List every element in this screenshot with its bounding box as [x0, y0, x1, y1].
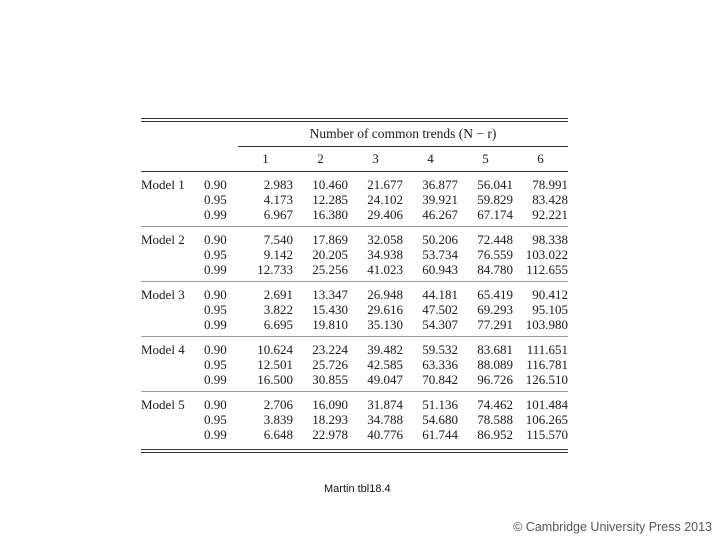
- quantile-label: 0.95: [204, 192, 227, 207]
- table-cell: 16.500: [238, 372, 293, 392]
- table-cell: 26.948: [367, 287, 403, 302]
- model-label: Model 1: [141, 177, 185, 192]
- column-header: 5: [458, 147, 513, 172]
- table-cell: 39.921: [422, 192, 458, 207]
- quantile-label: 0.90: [204, 177, 227, 192]
- table-row: [141, 317, 568, 337]
- quantile-label: 0.90: [204, 287, 227, 302]
- table-cell: 61.744: [422, 427, 458, 442]
- table-row: [141, 227, 568, 248]
- table-cell: 25.726: [312, 357, 348, 372]
- critical-values-table-container: [141, 118, 568, 453]
- table-row: [141, 392, 568, 413]
- table-caption: Martin tbl18.4: [324, 483, 391, 495]
- spanner-blank: [141, 122, 238, 147]
- table-cell: 6.695: [238, 317, 293, 337]
- table-cell: 2.983: [263, 177, 293, 192]
- table-cell: 10.624: [257, 342, 293, 357]
- quantile-label: 0.99: [204, 207, 238, 227]
- table-cell: 50.206: [422, 232, 458, 247]
- table-cell: 46.267: [403, 207, 458, 227]
- table-cell: 115.570: [526, 427, 568, 442]
- header-blank-model: [141, 147, 204, 172]
- table-cell: 106.265: [525, 412, 568, 427]
- table-cell: 17.869: [312, 232, 348, 247]
- table-cell: 10.460: [312, 177, 348, 192]
- model-label: Model 3: [141, 287, 185, 302]
- column-header-row: [141, 147, 568, 172]
- table-cell: 21.677: [367, 177, 403, 192]
- table-cell: 51.136: [422, 397, 458, 412]
- column-header: 3: [348, 147, 403, 172]
- table-cell: 6.648: [263, 427, 293, 442]
- table-cell: 12.501: [257, 357, 293, 372]
- table-cell: 98.338: [532, 232, 568, 247]
- table-cell: 24.102: [367, 192, 403, 207]
- table-row: [141, 357, 568, 372]
- quantile-label: 0.99: [204, 262, 238, 282]
- table-body: [141, 172, 568, 447]
- table-cell: 77.291: [458, 317, 513, 337]
- quantile-label: 0.99: [204, 317, 238, 337]
- table-cell: 54.680: [422, 412, 458, 427]
- table-cell: 126.510: [513, 372, 568, 392]
- table-cell: 95.105: [532, 302, 568, 317]
- table-cell: 9.142: [263, 247, 293, 262]
- quantile-label: 0.95: [204, 357, 227, 372]
- table-cell: 56.041: [477, 177, 513, 192]
- table-cell: 41.023: [348, 262, 403, 282]
- table-row: [141, 372, 568, 392]
- table-cell: 54.307: [403, 317, 458, 337]
- table-cell: 2.691: [263, 287, 293, 302]
- table-cell: 2.706: [263, 397, 293, 412]
- table-cell: 47.502: [422, 302, 458, 317]
- column-header: 6: [513, 147, 568, 172]
- table-cell: 78.588: [477, 412, 513, 427]
- table-row: [141, 192, 568, 207]
- quantile-label: 0.90: [204, 397, 227, 412]
- model-label: Model 4: [141, 342, 185, 357]
- table-cell: 19.810: [293, 317, 348, 337]
- column-header: 2: [293, 147, 348, 172]
- table-cell: 15.430: [312, 302, 348, 317]
- quantile-label: 0.99: [204, 427, 227, 442]
- table-cell: 86.952: [477, 427, 513, 442]
- table-cell: 20.205: [312, 247, 348, 262]
- table-cell: 69.293: [477, 302, 513, 317]
- table-cell: 32.058: [367, 232, 403, 247]
- table-cell: 83.428: [532, 192, 568, 207]
- model-label: [141, 302, 204, 317]
- table-cell: 88.089: [477, 357, 513, 372]
- table-cell: 83.681: [477, 342, 513, 357]
- table-cell: 12.733: [238, 262, 293, 282]
- table-row: [141, 262, 568, 282]
- table-row: [141, 427, 568, 446]
- table-cell: 92.221: [513, 207, 568, 227]
- table-cell: 16.380: [293, 207, 348, 227]
- copyright-notice: © Cambridge University Press 2013: [513, 520, 712, 534]
- model-label: Model 2: [141, 232, 185, 247]
- table-cell: 44.181: [422, 287, 458, 302]
- table-cell: 7.540: [263, 232, 293, 247]
- table-cell: 34.938: [367, 247, 403, 262]
- table-cell: 16.090: [312, 397, 348, 412]
- table-cell: 112.655: [513, 262, 568, 282]
- table-cell: 30.855: [293, 372, 348, 392]
- model-label: [141, 357, 204, 372]
- quantile-label: 0.95: [204, 247, 227, 262]
- spanner-header: Number of common trends (N − r): [238, 122, 568, 147]
- table-row: [141, 207, 568, 227]
- table-cell: 25.256: [293, 262, 348, 282]
- table-row: [141, 412, 568, 427]
- header-blank-q: [204, 147, 238, 172]
- table-cell: 96.726: [458, 372, 513, 392]
- table-cell: 103.022: [525, 247, 568, 262]
- table-cell: 36.877: [422, 177, 458, 192]
- table-cell: 29.406: [348, 207, 403, 227]
- table-cell: 74.462: [477, 397, 513, 412]
- table-row: [141, 247, 568, 262]
- table-cell: 70.842: [403, 372, 458, 392]
- table-cell: 60.943: [403, 262, 458, 282]
- table-row: [141, 282, 568, 303]
- table-cell: 65.419: [477, 287, 513, 302]
- table-cell: 84.780: [458, 262, 513, 282]
- model-label: [141, 192, 204, 207]
- table-cell: 13.347: [312, 287, 348, 302]
- table-row: [141, 302, 568, 317]
- model-label: [141, 427, 204, 446]
- table-cell: 72.448: [477, 232, 513, 247]
- table-cell: 49.047: [348, 372, 403, 392]
- table-cell: 3.822: [263, 302, 293, 317]
- model-label: [141, 207, 204, 227]
- quantile-label: 0.90: [204, 342, 227, 357]
- table-cell: 59.829: [477, 192, 513, 207]
- quantile-label: 0.95: [204, 412, 227, 427]
- table-cell: 40.776: [367, 427, 403, 442]
- table-cell: 78.991: [532, 177, 568, 192]
- quantile-label: 0.95: [204, 302, 227, 317]
- model-label: Model 5: [141, 397, 185, 412]
- table-cell: 63.336: [422, 357, 458, 372]
- model-label: [141, 317, 204, 337]
- model-label: [141, 372, 204, 392]
- table-cell: 101.484: [525, 397, 568, 412]
- table-cell: 116.781: [526, 357, 568, 372]
- table-cell: 3.839: [263, 412, 293, 427]
- quantile-label: 0.90: [204, 232, 227, 247]
- table-cell: 31.874: [367, 397, 403, 412]
- table-cell: 90.412: [532, 287, 568, 302]
- table-cell: 6.967: [238, 207, 293, 227]
- table-cell: 59.532: [422, 342, 458, 357]
- table-cell: 4.173: [263, 192, 293, 207]
- table-cell: 67.174: [458, 207, 513, 227]
- model-label: [141, 412, 204, 427]
- table-cell: 103.980: [513, 317, 568, 337]
- column-header: 4: [403, 147, 458, 172]
- quantile-label: 0.99: [204, 372, 238, 392]
- table-cell: 12.285: [312, 192, 348, 207]
- model-label: [141, 247, 204, 262]
- table-cell: 42.585: [367, 357, 403, 372]
- table-cell: 18.293: [312, 412, 348, 427]
- table-cell: 23.224: [312, 342, 348, 357]
- table-cell: 76.559: [477, 247, 513, 262]
- table-cell: 29.616: [367, 302, 403, 317]
- table-row: [141, 337, 568, 358]
- table-cell: 53.734: [422, 247, 458, 262]
- table-cell: 22.978: [312, 427, 348, 442]
- model-label: [141, 262, 204, 282]
- table-bottom-rule: [141, 449, 568, 453]
- table-cell: 111.651: [526, 342, 568, 357]
- critical-values-table: [141, 122, 568, 446]
- table-cell: 39.482: [367, 342, 403, 357]
- table-row: [141, 172, 568, 193]
- table-cell: 35.130: [348, 317, 403, 337]
- table-cell: 34.788: [367, 412, 403, 427]
- column-header: 1: [238, 147, 293, 172]
